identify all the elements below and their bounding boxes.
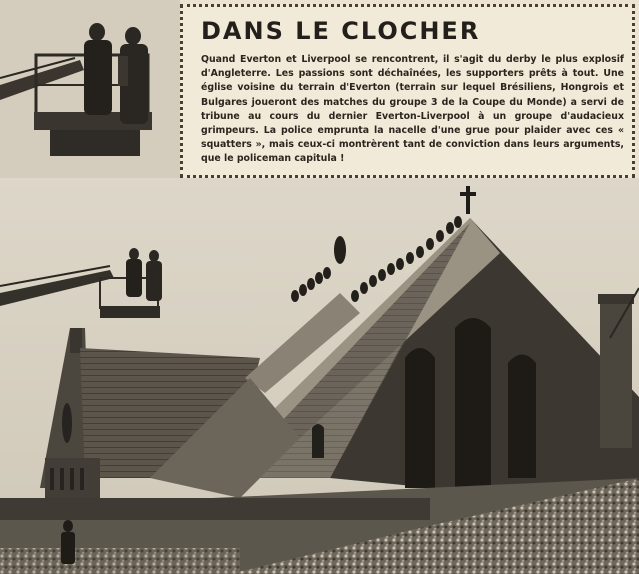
article-headline: DANS LE CLOCHER: [201, 17, 481, 45]
inset-photo-crane-basket: [0, 0, 180, 178]
church-photo-drawing: [0, 178, 639, 574]
article-body: Quand Everton et Liverpool se rencontrent, il s'agit du derby le plus explosif d'Angleterre. Les passions sont déchaînées, les supporters prêts à tout. Une église voisine du terrain d'Everton (terrain sur lequel Brésiliens, Hongrois et Bulgares joueront des matches du groupe 3 de la Coupe du Monde) a servi de tribune au cours du dernier Everton-Liverpool à un groupe d'audacieux grimpeurs. La police emprunta la nacelle d'une grue pour plaider avec ces « squatters », mais ceux-ci montrèrent tant de conviction dans leurs arguments, que le policeman capitula !: [201, 54, 624, 165]
inset-photo-drawing: [0, 0, 180, 178]
main-photo-church-roof: [0, 178, 639, 574]
article-box: [180, 4, 635, 178]
